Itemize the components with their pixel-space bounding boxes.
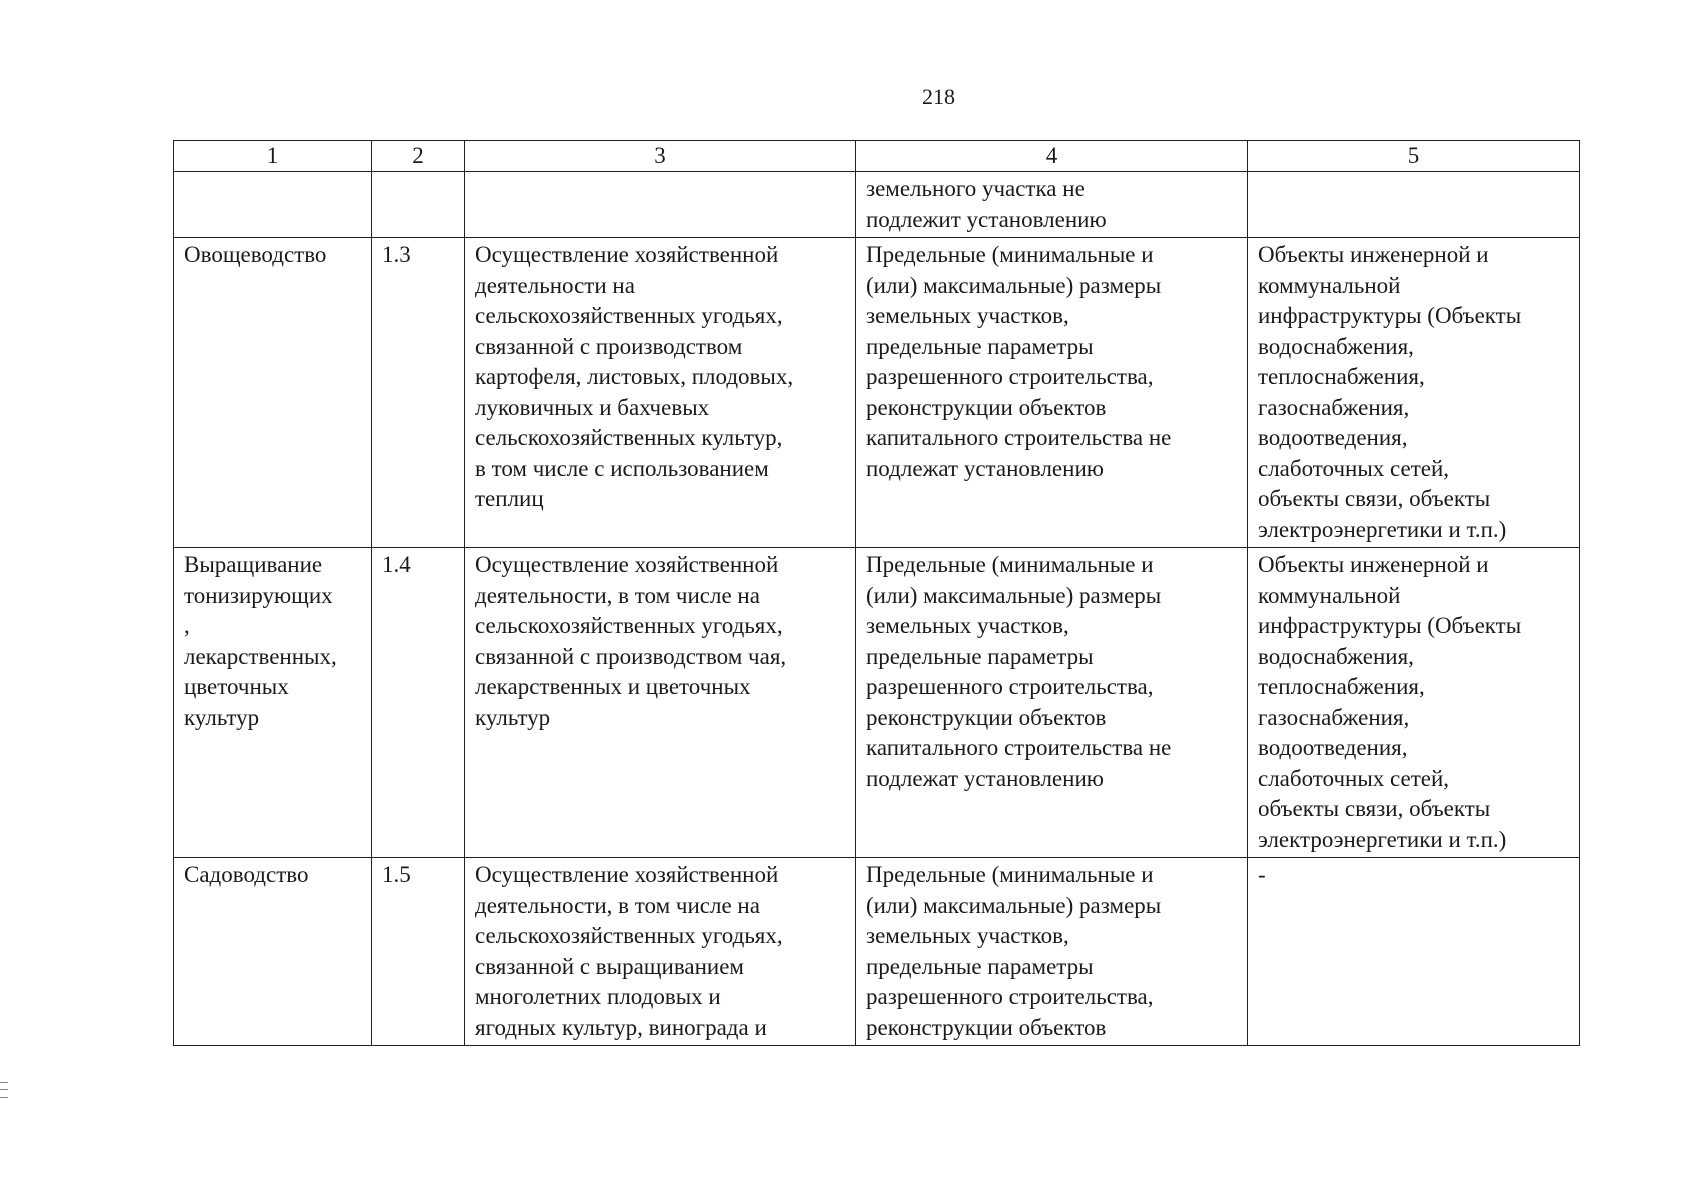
land-use-parameters: Предельные (минимальные и (или) максимальные) размеры земельных участков, предельные параметры разрешенного строительства, реконструкции объектов капитального строительства не подлежат установлению: [856, 238, 1248, 548]
table-cell: [174, 172, 372, 238]
table-header-row: [174, 141, 1580, 172]
land-use-code: 1.3: [372, 238, 465, 548]
land-use-description: Осуществление хозяйственной деятельности на сельскохозяйственных угодьях, связанной с производством картофеля, листовых, плодовых, луковичных и бахчевых сельскохозяйственных культур, в том числе с использованием теплиц: [465, 238, 856, 548]
land-use-parameters: Предельные (минимальные и (или) максимальные) размеры земельных участков, предельные параметры разрешенного строительства, реконструкции объектов капитального строительства не подлежат установлению: [856, 548, 1248, 858]
column-header: 4: [856, 141, 1248, 172]
land-use-description: Осуществление хозяйственной деятельности, в том числе на сельскохозяйственных угодьях, связанной с выращиванием многолетних плодовых и ягодных культур, винограда и: [465, 858, 856, 1046]
column-header: 1: [174, 141, 372, 172]
table-row: [174, 548, 1580, 858]
table-cell: [372, 172, 465, 238]
table-cell: земельного участка не подлежит установлению: [856, 172, 1248, 238]
land-use-table: [173, 140, 1580, 1046]
land-use-objects: Объекты инженерной и коммунальной инфраструктуры (Объекты водоснабжения, теплоснабжения, газоснабжения, водоотведения, слаботочных сетей, объекты связи, объекты электроэнергетики и т.п.): [1248, 238, 1580, 548]
page-number: 218: [922, 84, 955, 109]
land-use-objects: -: [1248, 858, 1580, 1046]
land-use-objects: Объекты инженерной и коммунальной инфраструктуры (Объекты водоснабжения, теплоснабжения, газоснабжения, водоотведения, слаботочных сетей, объекты связи, объекты электроэнергетики и т.п.): [1248, 548, 1580, 858]
land-use-name: Овощеводство: [174, 238, 372, 548]
land-use-name: Садоводство: [174, 858, 372, 1046]
table-cell: [1248, 172, 1580, 238]
table-row: [174, 238, 1580, 548]
land-use-description: Осуществление хозяйственной деятельности, в том числе на сельскохозяйственных угодьях, связанной с производством чая, лекарственных и цветочных культур: [465, 548, 856, 858]
land-use-code: 1.4: [372, 548, 465, 858]
land-use-name: Выращивание тонизирующих , лекарственных, цветочных культур: [174, 548, 372, 858]
scan-edge-mark: [0, 1082, 8, 1098]
land-use-code: 1.5: [372, 858, 465, 1046]
table-cell: [465, 172, 856, 238]
column-header: 5: [1248, 141, 1580, 172]
column-header: 2: [372, 141, 465, 172]
column-header: 3: [465, 141, 856, 172]
table-row-continuation: [174, 172, 1580, 238]
table-row: [174, 858, 1580, 1046]
land-use-parameters: Предельные (минимальные и (или) максимальные) размеры земельных участков, предельные параметры разрешенного строительства, реконструкции объектов: [856, 858, 1248, 1046]
